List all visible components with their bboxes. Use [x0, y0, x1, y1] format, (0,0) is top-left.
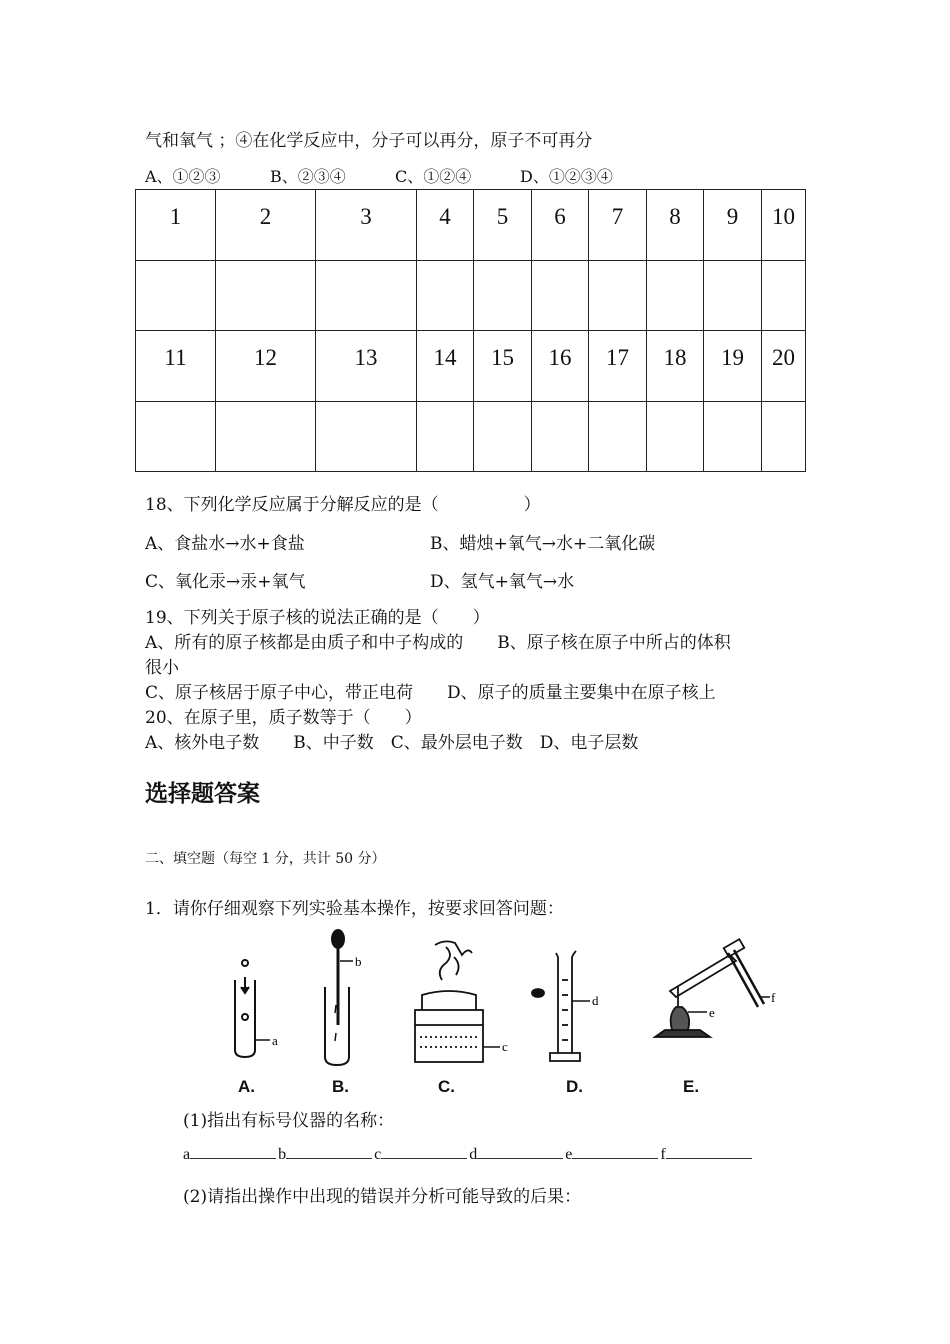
answer-cell[interactable]	[136, 402, 216, 472]
operation-e	[655, 939, 770, 1037]
table-cell: 6	[532, 190, 589, 261]
blank-letter-b: b	[278, 1146, 287, 1163]
blank-letter-a: a	[183, 1146, 191, 1163]
answer-cell[interactable]	[216, 402, 316, 472]
answer-cell[interactable]	[216, 261, 316, 331]
answer-table	[135, 189, 806, 472]
answer-cell[interactable]	[316, 261, 417, 331]
blank-e[interactable]	[572, 1144, 658, 1159]
blank-letter-c: c	[374, 1146, 382, 1163]
table-cell: 14	[417, 331, 474, 402]
answer-cell[interactable]	[316, 402, 417, 472]
answer-cell[interactable]	[474, 402, 532, 472]
table-row	[136, 331, 806, 402]
operation-d	[532, 951, 590, 1061]
answer-cell[interactable]	[532, 402, 589, 472]
label-c: c	[502, 1039, 508, 1054]
figure-caption-a: A.	[238, 1077, 255, 1096]
q20-options: A、核外电子数 B、中子数 C、最外层电子数 D、电子层数	[145, 733, 639, 753]
table-cell: 4	[417, 190, 474, 261]
table-cell: 19	[704, 331, 762, 402]
q18-option-c: C、氧化汞→汞+氧气	[145, 572, 306, 592]
blank-letter-d: d	[469, 1146, 478, 1163]
table-cell: 20	[762, 331, 806, 402]
table-cell: 8	[647, 190, 704, 261]
intro-line: 气和氧气 ；④在化学反应中，分子可以再分，原子不可再分	[145, 131, 593, 151]
table-cell: 2	[216, 190, 316, 261]
answer-cell[interactable]	[474, 261, 532, 331]
answer-cell[interactable]	[762, 402, 806, 472]
table-cell: 5	[474, 190, 532, 261]
table-cell: 16	[532, 331, 589, 402]
table-cell: 11	[136, 331, 216, 402]
lab-operations-figure	[210, 925, 780, 1100]
table-row-blank	[136, 261, 806, 331]
answer-cell[interactable]	[532, 261, 589, 331]
figure-caption-e: E.	[683, 1077, 700, 1096]
blank-f[interactable]	[666, 1144, 752, 1159]
blank-a[interactable]	[190, 1144, 276, 1159]
operation-c	[415, 941, 500, 1062]
option-b: B、②③④	[270, 167, 346, 186]
answer-cell[interactable]	[647, 261, 704, 331]
operation-a	[235, 960, 270, 1057]
label-d: d	[592, 993, 599, 1008]
q19-options-ab: A、所有的原子核都是由质子和中子构成的 B、原子核在原子中所占的体积	[145, 633, 731, 653]
figure-caption-c: C.	[438, 1077, 455, 1096]
q19-options-cd: C、原子核居于原子中心，带正电荷 D、原子的质量主要集中在原子核上	[145, 683, 716, 703]
answer-cell[interactable]	[417, 402, 474, 472]
answer-cell[interactable]	[136, 261, 216, 331]
table-cell: 1	[136, 190, 216, 261]
label-e: e	[709, 1005, 715, 1020]
figure-caption-d: D.	[566, 1077, 583, 1096]
answer-cell[interactable]	[647, 402, 704, 472]
table-cell: 10	[762, 190, 806, 261]
label-f: f	[771, 990, 776, 1005]
table-cell: 18	[647, 331, 704, 402]
answer-cell[interactable]	[589, 261, 647, 331]
operation-b	[325, 930, 353, 1065]
q18-stem: 18、下列化学反应属于分解反应的是（ ）	[145, 495, 541, 515]
sub2-prompt: (2)请指出操作中出现的错误并分析可能导致的后果：	[183, 1187, 582, 1207]
table-cell: 17	[589, 331, 647, 402]
table-row	[136, 190, 806, 261]
part2-title: 二、填空题（每空 1 分，共计 50 分）	[145, 851, 386, 867]
option-c: C、①②④	[395, 167, 472, 186]
q18-option-d: D、氢气+氧气→水	[430, 572, 575, 592]
table-cell: 12	[216, 331, 316, 402]
answer-cell[interactable]	[704, 261, 762, 331]
figure-caption-b: B.	[332, 1077, 349, 1096]
table-cell: 13	[316, 331, 417, 402]
blank-c[interactable]	[381, 1144, 467, 1159]
table-cell: 15	[474, 331, 532, 402]
label-a: a	[272, 1033, 278, 1048]
q19-stem: 19、下列关于原子核的说法正确的是（ ）	[145, 608, 490, 628]
q19-options-ab-cont: 很小	[145, 658, 179, 678]
instrument-blanks	[183, 1144, 754, 1164]
q20-stem: 20、在原子里，质子数等于（ ）	[145, 708, 422, 728]
blank-letter-f: f	[660, 1146, 666, 1163]
answer-cell[interactable]	[417, 261, 474, 331]
intro-options	[145, 164, 613, 187]
option-d: D、①②③④	[520, 167, 613, 186]
table-row-blank	[136, 402, 806, 472]
q18-option-a: A、食盐水→水+食盐	[145, 534, 305, 554]
blank-b[interactable]	[286, 1144, 372, 1159]
section-heading: 选择题答案	[145, 781, 260, 807]
table-cell: 3	[316, 190, 417, 261]
answer-cell[interactable]	[704, 402, 762, 472]
fill-q1-stem: 1．请你仔细观察下列实验基本操作，按要求回答问题：	[145, 899, 564, 919]
q18-option-b: B、蜡烛+氧气→水+二氧化碳	[430, 534, 656, 554]
blank-d[interactable]	[477, 1144, 563, 1159]
sub1-prompt: (1)指出有标号仪器的名称：	[183, 1111, 395, 1131]
answer-cell[interactable]	[589, 402, 647, 472]
label-b: b	[355, 954, 362, 969]
answer-cell[interactable]	[762, 261, 806, 331]
table-cell: 7	[589, 190, 647, 261]
option-a: A、①②③	[145, 167, 221, 186]
blank-letter-e: e	[565, 1146, 573, 1163]
table-cell: 9	[704, 190, 762, 261]
